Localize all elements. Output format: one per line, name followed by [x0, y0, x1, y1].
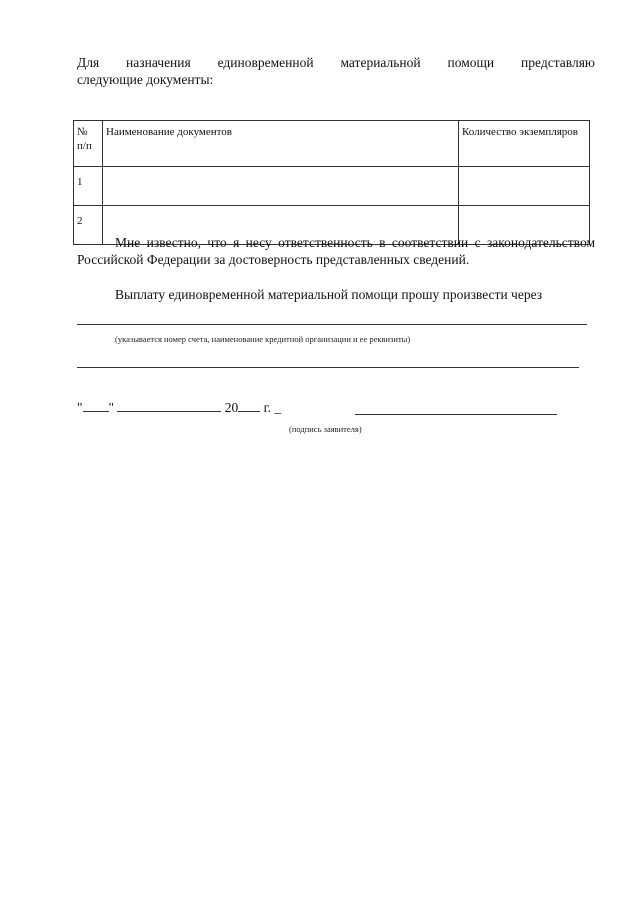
date-quote-open: " [77, 400, 83, 415]
payment-details-hint: (указывается номер счета, наименование кредитной организации и ее реквизиты) [115, 334, 411, 344]
date-quote-close: " [108, 400, 115, 415]
year-prefix: 20 [224, 400, 239, 415]
year-field[interactable] [238, 399, 260, 412]
documents-table [73, 120, 590, 245]
payment-details-line-2[interactable] [77, 367, 579, 368]
intro-paragraph [77, 54, 595, 88]
awareness-paragraph [77, 234, 595, 268]
header-copies-count: Количество экземпляров [459, 121, 590, 167]
date-signature-row [77, 399, 281, 416]
intro-line-1: Для назначения единовременной материальной помощи представляю [77, 55, 595, 70]
month-field[interactable] [117, 399, 221, 412]
table-header-row [74, 121, 590, 167]
row-number: 1 [74, 167, 103, 206]
signature-hint: (подпись заявителя) [289, 424, 362, 434]
year-suffix: г. _ [263, 400, 282, 415]
day-field[interactable] [83, 399, 109, 412]
awareness-text: Мне известно, что я несу ответственность в соответствии с законодательством Российской Федерации за достоверность представленных сведений. [77, 235, 595, 267]
signature-line[interactable] [355, 414, 557, 415]
row-copies-count[interactable] [459, 167, 590, 206]
header-number: № п/п [74, 121, 103, 167]
row-document-name[interactable] [103, 167, 459, 206]
header-document-name: Наименование документов [103, 121, 459, 167]
row-number: 2 [74, 206, 103, 245]
payment-details-line-1[interactable] [77, 324, 587, 325]
payment-paragraph: Выплату единовременной материальной помощи прошу произвести через [115, 287, 543, 302]
table-row [74, 167, 590, 206]
intro-line-2: следующие документы: [77, 72, 214, 87]
